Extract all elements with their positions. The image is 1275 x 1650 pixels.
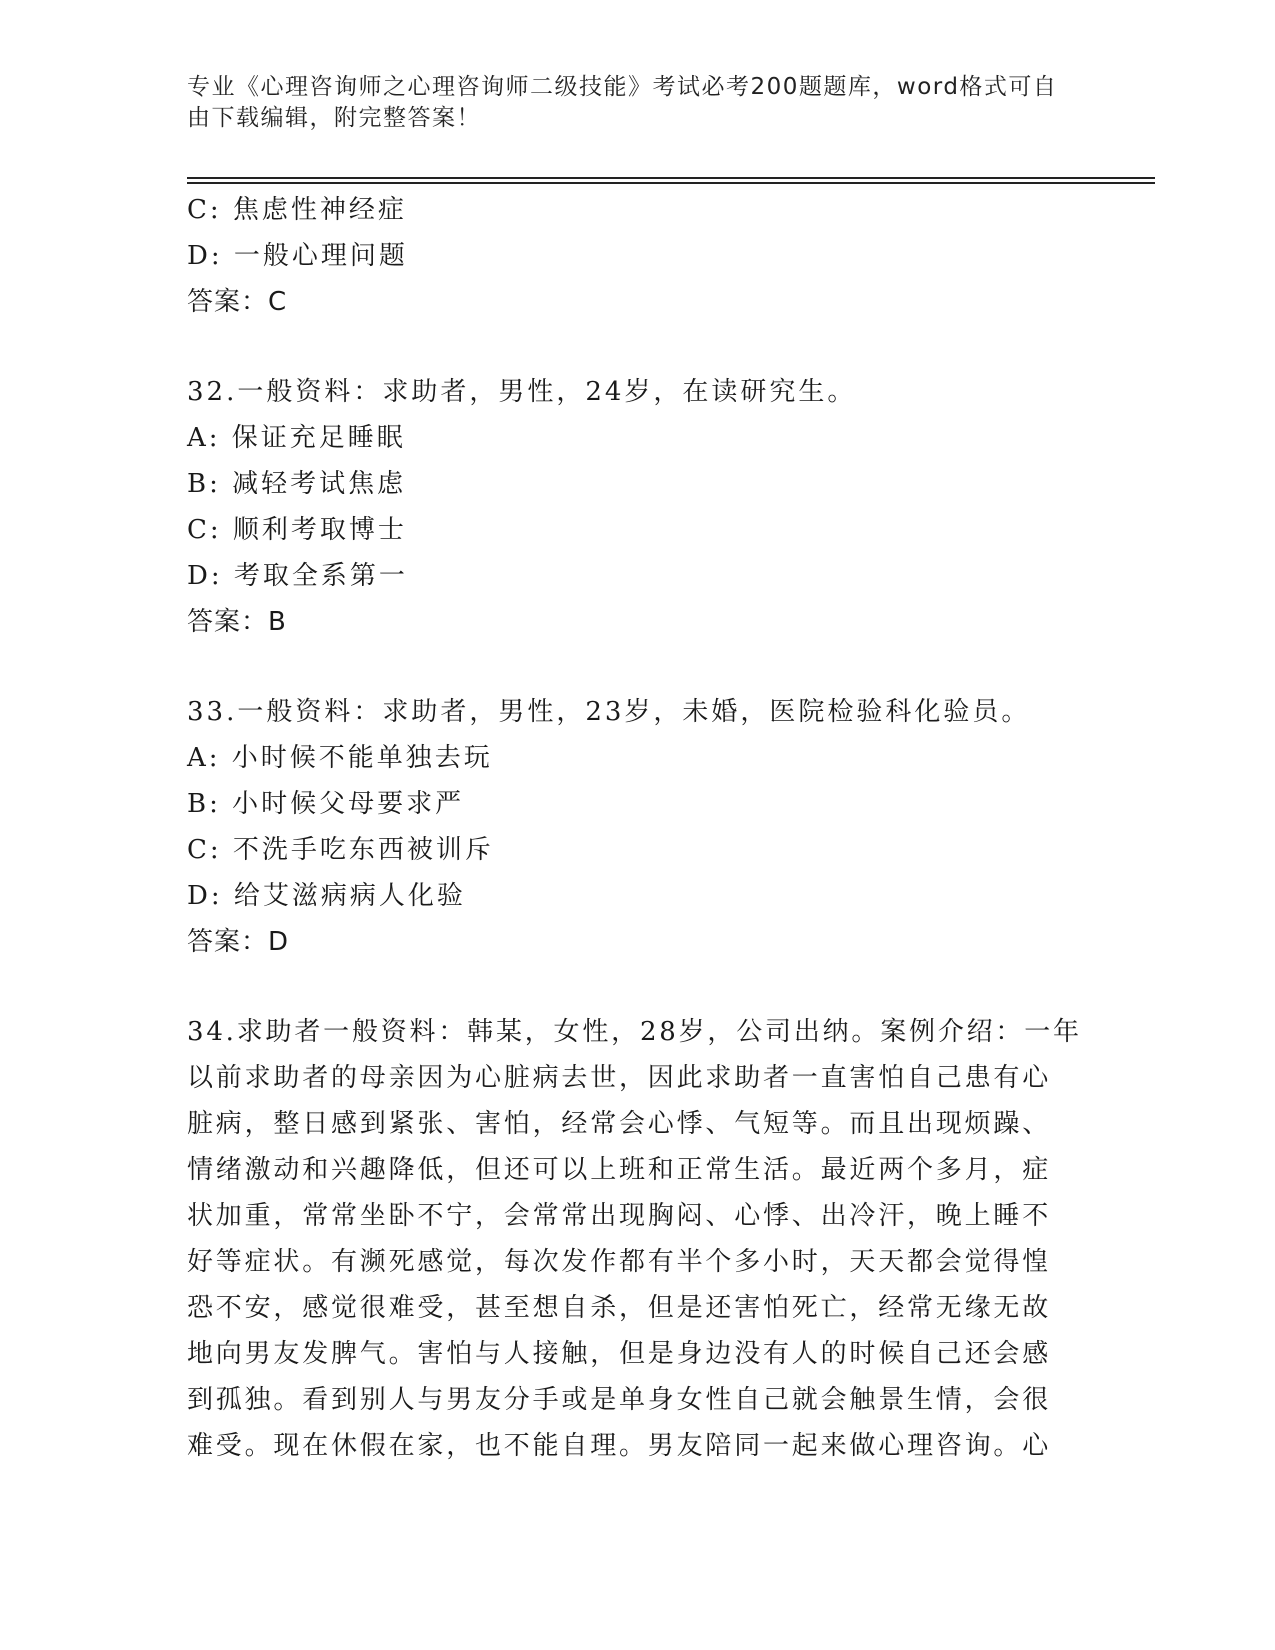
document-body [187, 187, 1082, 1469]
header-line-1: 专业《心理咨询师之心理咨询师二级技能》考试必考200题题库，word格式可自 [187, 74, 1058, 100]
paragraph-line: 状加重，常常坐卧不宁，会常常出现胸闷、心悸、出冷汗，晚上睡不 [187, 1201, 1052, 1231]
question-block-prev [187, 187, 1077, 325]
spacer [187, 325, 1077, 369]
option-c: C: 焦虑性神经症 [187, 195, 407, 225]
question-stem: 32.一般资料：求助者，男性，24岁，在读研究生。 [187, 377, 857, 407]
option-c: C: 不洗手吃东西被训斥 [187, 835, 494, 865]
paragraph-line: 难受。现在休假在家，也不能自理。男友陪同一起来做心理咨询。心 [187, 1431, 1052, 1461]
answer-text: 答案：D [187, 927, 290, 957]
option-a: A: 小时候不能单独去玩 [187, 743, 493, 773]
paragraph-line: 恐不安，感觉很难受，甚至想自杀，但是还害怕死亡，经常无缘无故 [187, 1293, 1052, 1323]
spacer [187, 645, 1077, 689]
paragraph-line: 情绪激动和兴趣降低，但还可以上班和正常生活。最近两个多月，症 [187, 1155, 1052, 1185]
option-b: B: 小时候父母要求严 [187, 789, 465, 819]
spacer [187, 965, 1077, 1009]
question-stem: 33.一般资料：求助者，男性，23岁，未婚，医院检验科化验员。 [187, 697, 1031, 727]
option-c: C: 顺利考取博士 [187, 515, 407, 545]
paragraph-line: 好等症状。有濒死感觉，每次发作都有半个多小时，天天都会觉得惶 [187, 1247, 1052, 1277]
answer-text: 答案：B [187, 607, 287, 637]
header-divider-bottom [187, 182, 1155, 184]
option-d: D: 一般心理问题 [187, 241, 408, 271]
question-block-34 [187, 1009, 1082, 1469]
paragraph-line: 地向男友发脾气。害怕与人接触，但是身边没有人的时候自己还会感 [187, 1339, 1052, 1369]
option-a: A: 保证充足睡眠 [187, 423, 406, 453]
document-header [187, 72, 1087, 134]
header-divider-top [187, 177, 1155, 179]
paragraph-line: 脏病，整日感到紧张、害怕，经常会心悸、气短等。而且出现烦躁、 [187, 1109, 1052, 1139]
header-line-2: 由下载编辑，附完整答案！ [187, 105, 481, 131]
question-block-32 [187, 369, 1077, 645]
answer-text: 答案：C [187, 287, 288, 317]
paragraph-line: 以前求助者的母亲因为心脏病去世，因此求助者一直害怕自己患有心 [187, 1063, 1052, 1093]
option-d: D: 考取全系第一 [187, 561, 408, 591]
option-d: D: 给艾滋病病人化验 [187, 881, 466, 911]
paragraph-line: 到孤独。看到别人与男友分手或是单身女性自己就会触景生情，会很 [187, 1385, 1052, 1415]
option-b: B: 减轻考试焦虑 [187, 469, 407, 499]
paragraph-line: 34.求助者一般资料：韩某，女性，28岁，公司出纳。案例介绍：一年 [187, 1017, 1082, 1047]
question-block-33 [187, 689, 1077, 965]
